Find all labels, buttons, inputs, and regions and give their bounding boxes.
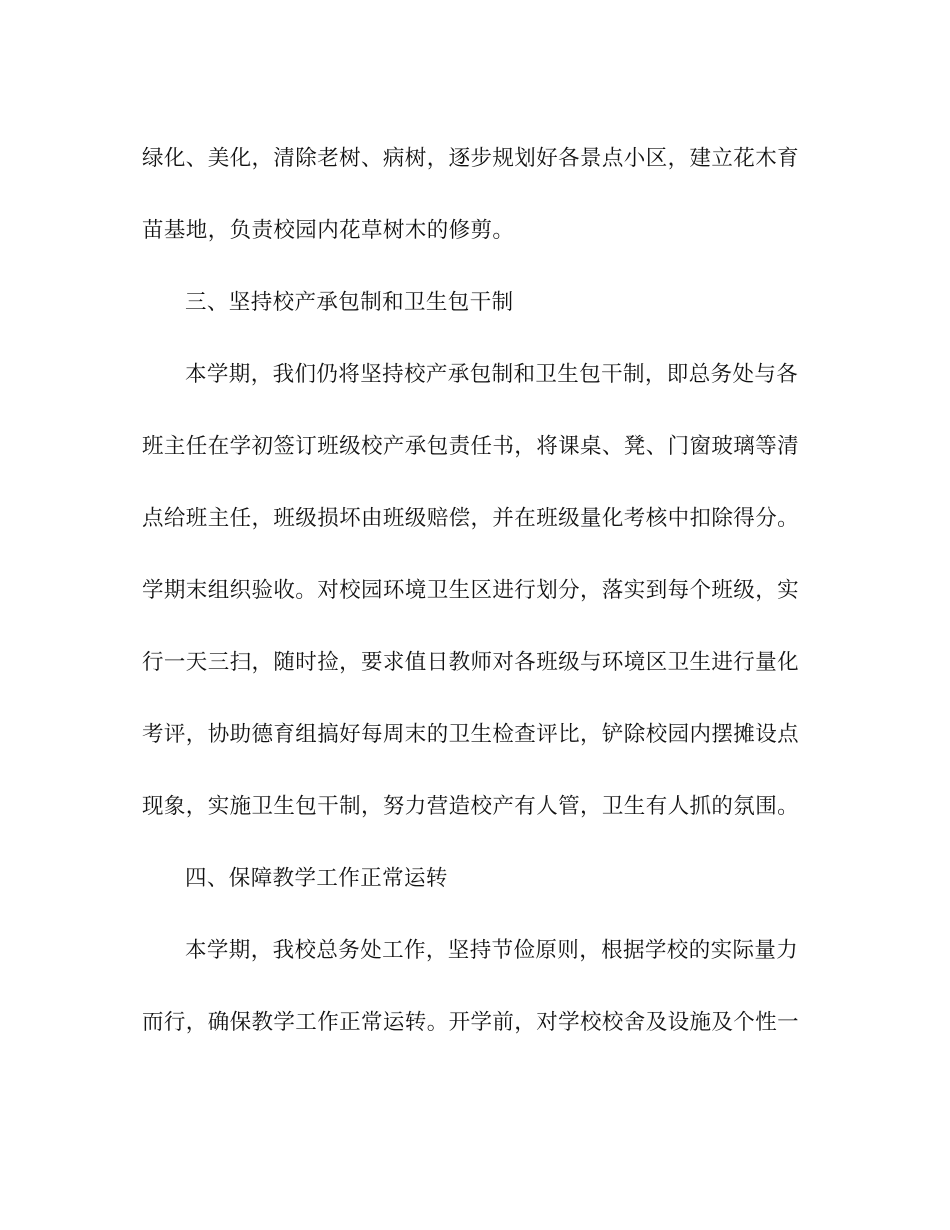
paragraph-line: 现象，实施卫生包干制，努力营造校产有人管，卫生有人抓的氛围。 xyxy=(142,794,800,819)
section-heading: 三、坚持校产承包制和卫生包干制 xyxy=(185,290,514,315)
paragraph-line: 而行，确保教学工作正常运转。开学前，对学校校舍及设施及个性一 xyxy=(142,1010,800,1035)
section-heading: 四、保障教学工作正常运转 xyxy=(185,866,448,891)
paragraph-line: 班主任在学初签订班级校产承包责任书，将课桌、凳、门窗玻璃等清 xyxy=(142,434,800,459)
paragraph-line: 行一天三扫，随时捡，要求值日教师对各班级与环境区卫生进行量化 xyxy=(142,650,800,675)
paragraph-line: 本学期，我们仍将坚持校产承包制和卫生包干制，即总务处与各 xyxy=(185,362,799,387)
paragraph-line: 绿化、美化，清除老树、病树，逐步规划好各景点小区，建立花木育 xyxy=(142,146,800,171)
paragraph-line: 点给班主任，班级损坏由班级赔偿，并在班级量化考核中扣除得分。 xyxy=(142,506,800,531)
paragraph-line: 苗基地，负责校园内花草树木的修剪。 xyxy=(142,218,515,243)
paragraph-line: 本学期，我校总务处工作，坚持节俭原则，根据学校的实际量力 xyxy=(185,938,799,963)
paragraph-line: 学期末组织验收。对校园环境卫生区进行划分，落实到每个班级，实 xyxy=(142,578,800,603)
paragraph-line: 考评，协助德育组搞好每周末的卫生检查评比，铲除校园内摆摊设点 xyxy=(142,722,800,747)
